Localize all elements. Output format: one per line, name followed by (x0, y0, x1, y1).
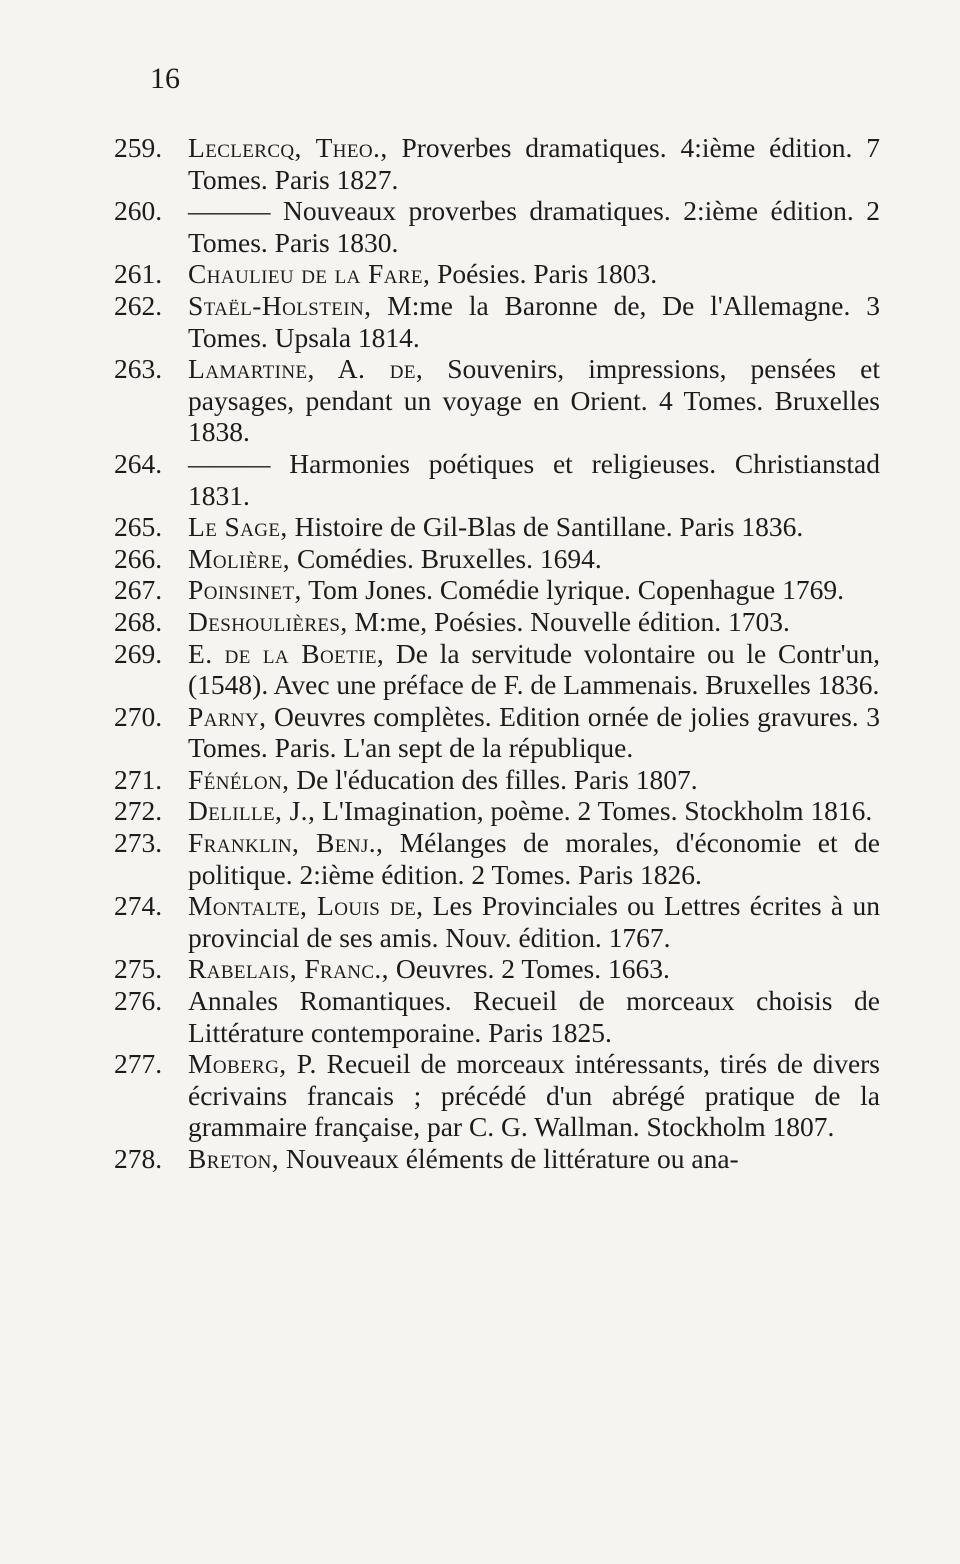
entry-text: Oeuvres. 2 Tomes. 1663. (395, 953, 670, 985)
entry-author: Molière, (188, 542, 291, 574)
entry-number: 274. (114, 890, 163, 922)
catalog-entry (0, 353, 880, 448)
catalog-entry (0, 574, 880, 606)
entry-text: M:me, Poésies. Nouvelle édition. 1703. (354, 605, 790, 637)
entry-author: Delille, J., (188, 795, 316, 827)
entry-author: Parny, (188, 700, 267, 732)
catalog-entry (0, 890, 880, 953)
entry-number: 272. (114, 795, 163, 827)
catalog-entry (0, 985, 880, 1048)
entry-number: 265. (114, 511, 163, 543)
entry-number: 264. (114, 447, 163, 479)
catalog-entry (0, 195, 880, 258)
entry-text: Histoire de Gil-Blas de Santillane. Paris 1836. (294, 511, 804, 543)
catalog-entry (0, 1143, 880, 1175)
catalog-entry (0, 1048, 880, 1143)
page-number: 16 (150, 62, 180, 95)
entry-number: 267. (114, 574, 163, 606)
entry-number: 266. (114, 542, 163, 574)
catalog-entry (0, 132, 880, 195)
entry-author: Staël-Holstein, (188, 289, 372, 321)
entry-number: 262. (114, 289, 163, 321)
entry-text: M:me la Baronne de, De l'Allemagne. 3 Tomes. Upsala 1814. (188, 289, 881, 353)
entry-author: Lamartine, A. de, (188, 353, 424, 385)
entry-number: 268. (114, 605, 163, 637)
entry-author: Rabelais, Franc., (188, 953, 389, 985)
entry-number: 276. (114, 985, 163, 1017)
entry-author: ——— (188, 447, 271, 479)
entry-text: Annales Romantiques. Recueil de morceaux choisis de Littérature contemporaine. Paris 1825. (188, 985, 880, 1048)
entry-number: 261. (114, 258, 163, 290)
entry-text: De l'éducation des filles. Paris 1807. (296, 763, 698, 795)
entry-number: 259. (114, 132, 163, 163)
entry-text: Harmonies poétiques et religieuses. Christianstad 1831. (188, 447, 880, 511)
entry-text: Proverbes dramatiques. 4:ième édition. 7 Tomes. Paris 1827. (188, 132, 880, 195)
entry-number: 260. (114, 195, 163, 227)
catalog-entry (0, 606, 880, 638)
entry-number: 270. (114, 700, 163, 732)
entry-author: Poinsinet, (188, 574, 302, 606)
entry-number: 273. (114, 827, 163, 859)
entry-text: Mélanges de morales, d'économie et de politique. 2:ième édition. 2 Tomes. Paris 1826. (188, 827, 881, 890)
catalog-list (0, 132, 960, 1175)
entry-author: Leclercq, Theo., (188, 132, 388, 163)
entry-text: Poésies. Paris 1803. (437, 258, 658, 290)
entry-author: Moberg, P. (188, 1048, 317, 1080)
entry-author: Le Sage, (188, 511, 288, 543)
entry-text: Nouveaux proverbes dramatiques. 2:ième édition. 2 Tomes. Paris 1830. (188, 195, 881, 258)
entry-text: De la servitude volontaire ou le Contr'un, (1548). Avec une préface de F. de Lammenais. Bruxelles 1836. (188, 637, 880, 701)
catalog-entry (0, 827, 880, 890)
catalog-entry (0, 511, 880, 543)
entry-author: Fénélon, (188, 763, 290, 795)
entry-number: 269. (114, 637, 163, 669)
entry-text: Recueil de morceaux intéressants, tirés de divers écrivains francais ; précédé d'un abrégé pratique de la grammaire française, par C. G. Wallman. Stockholm 1807. (188, 1048, 881, 1143)
entry-number: 278. (114, 1143, 163, 1174)
entry-author: ——— (188, 195, 271, 227)
entry-text: Nouveaux éléments de littérature ou ana- (285, 1143, 739, 1174)
entry-text: Tom Jones. Comédie lyrique. Copenhague 1769. (308, 574, 844, 606)
entry-number: 271. (114, 763, 163, 795)
entry-text: Souvenirs, impressions, pensées et paysages, pendant un voyage en Orient. 4 Tomes. Bruxelles 1838. (188, 353, 880, 448)
entry-number: 275. (114, 953, 163, 985)
entry-author: Breton, (188, 1143, 280, 1174)
catalog-entry (0, 795, 880, 827)
catalog-entry (0, 258, 880, 290)
entry-number: 263. (114, 353, 163, 385)
catalog-entry (0, 953, 880, 985)
entry-text: L'Imagination, poème. 2 Tomes. Stockholm 1816. (322, 795, 873, 827)
entry-author: Franklin, Benj., (188, 827, 384, 859)
catalog-entry (0, 638, 880, 701)
entry-number: 277. (114, 1048, 163, 1080)
catalog-entry (0, 543, 880, 575)
entry-text: Oeuvres complètes. Edition ornée de jolies gravures. 3 Tomes. Paris. L'an sept de la république. (188, 700, 881, 764)
entry-text: Comédies. Bruxelles. 1694. (296, 542, 602, 574)
entry-author: Chaulieu de la Fare, (188, 258, 431, 290)
catalog-entry (0, 764, 880, 796)
entry-author: E. de la Boetie, (188, 637, 385, 669)
catalog-entry (0, 448, 880, 511)
entry-author: Deshoulières, (188, 605, 348, 637)
entry-author: Montalte, Louis de, (188, 890, 424, 922)
entry-text: Les Provinciales ou Lettres écrites à un provincial de ses amis. Nouv. édition. 1767. (188, 890, 881, 953)
catalog-entry (0, 701, 880, 764)
catalog-entry (0, 290, 880, 353)
